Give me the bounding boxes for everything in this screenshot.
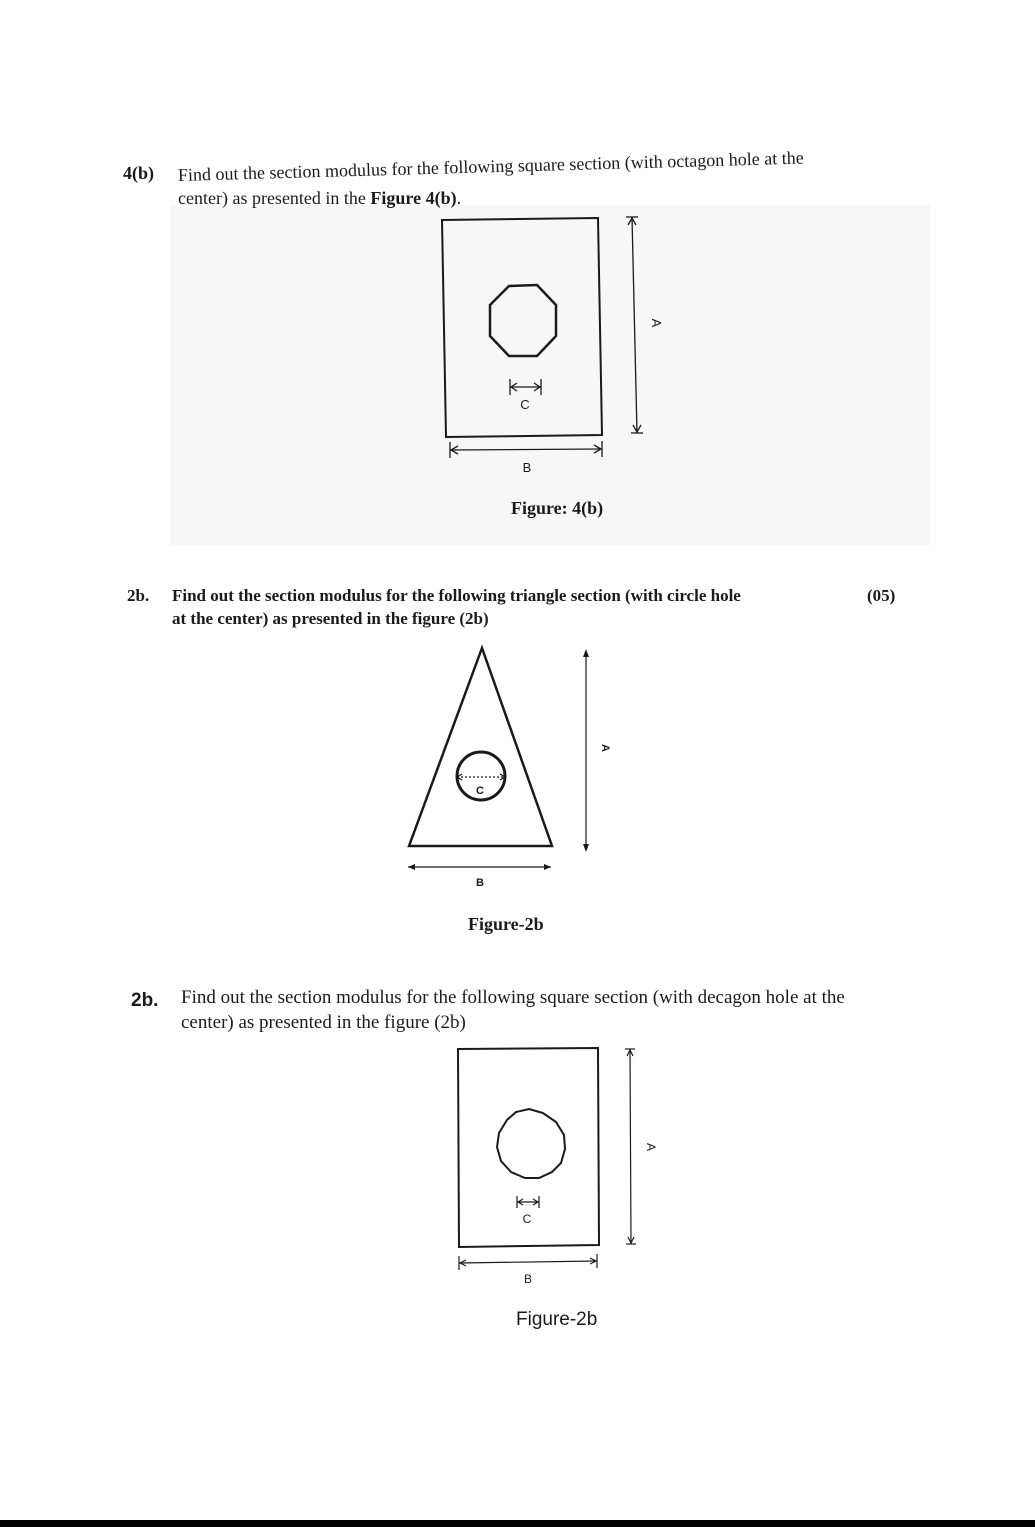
figure-2b-triangle-diagram (395, 640, 615, 900)
question-text-line-1: Find out the section modulus for the following square section (with octagon hole at the (177, 147, 804, 185)
figure-4b-diagram (430, 205, 670, 485)
figure-4b-caption: Figure: 4(b) (511, 498, 604, 518)
a-dimension-line (630, 1049, 631, 1244)
b-dimension-line (459, 1261, 597, 1263)
label-c: C (522, 1212, 532, 1226)
question-text-line-1: Find out the section modulus for the following triangle section (with circle hole (172, 586, 741, 605)
label-a: A (599, 744, 611, 752)
question-text-line-2-start: center) as presented in the (178, 188, 371, 208)
figure-reference: Figure 4(b) (370, 188, 457, 208)
question-number: 2b. (127, 586, 150, 605)
question-marks: (05) (867, 586, 896, 605)
label-c: C (476, 785, 484, 797)
label-a: A (644, 1142, 658, 1152)
question-number: 2b. (131, 990, 159, 1011)
question-text-line-2 (178, 186, 461, 210)
b-dimension-line (450, 449, 602, 450)
question-text-line-2: center) as presented in the figure (2b) (181, 1012, 466, 1033)
question-text-line-2: at the center) as presented in the figure (2b) (172, 609, 489, 628)
question-text-line-1: Find out the section modulus for the following square section (with decagon hole at the (181, 987, 845, 1008)
question-number: 4(b) (123, 163, 154, 183)
question-text-line-2-end: . (456, 188, 462, 208)
bottom-border (0, 1520, 1035, 1527)
octagon-hole (490, 285, 556, 356)
a-dimension-line (632, 217, 637, 433)
figure-2b-triangle-caption: Figure-2b (468, 914, 544, 934)
figure-2b-decagon-caption: Figure-2b (516, 1309, 598, 1330)
figure-2b-decagon-diagram (445, 1040, 665, 1300)
label-b: B (476, 877, 484, 889)
label-b: B (522, 460, 532, 475)
triangle-section (409, 648, 552, 846)
decagon-hole (497, 1109, 565, 1178)
label-c: C (520, 397, 530, 412)
label-a: A (649, 318, 664, 328)
label-b: B (523, 1272, 533, 1286)
